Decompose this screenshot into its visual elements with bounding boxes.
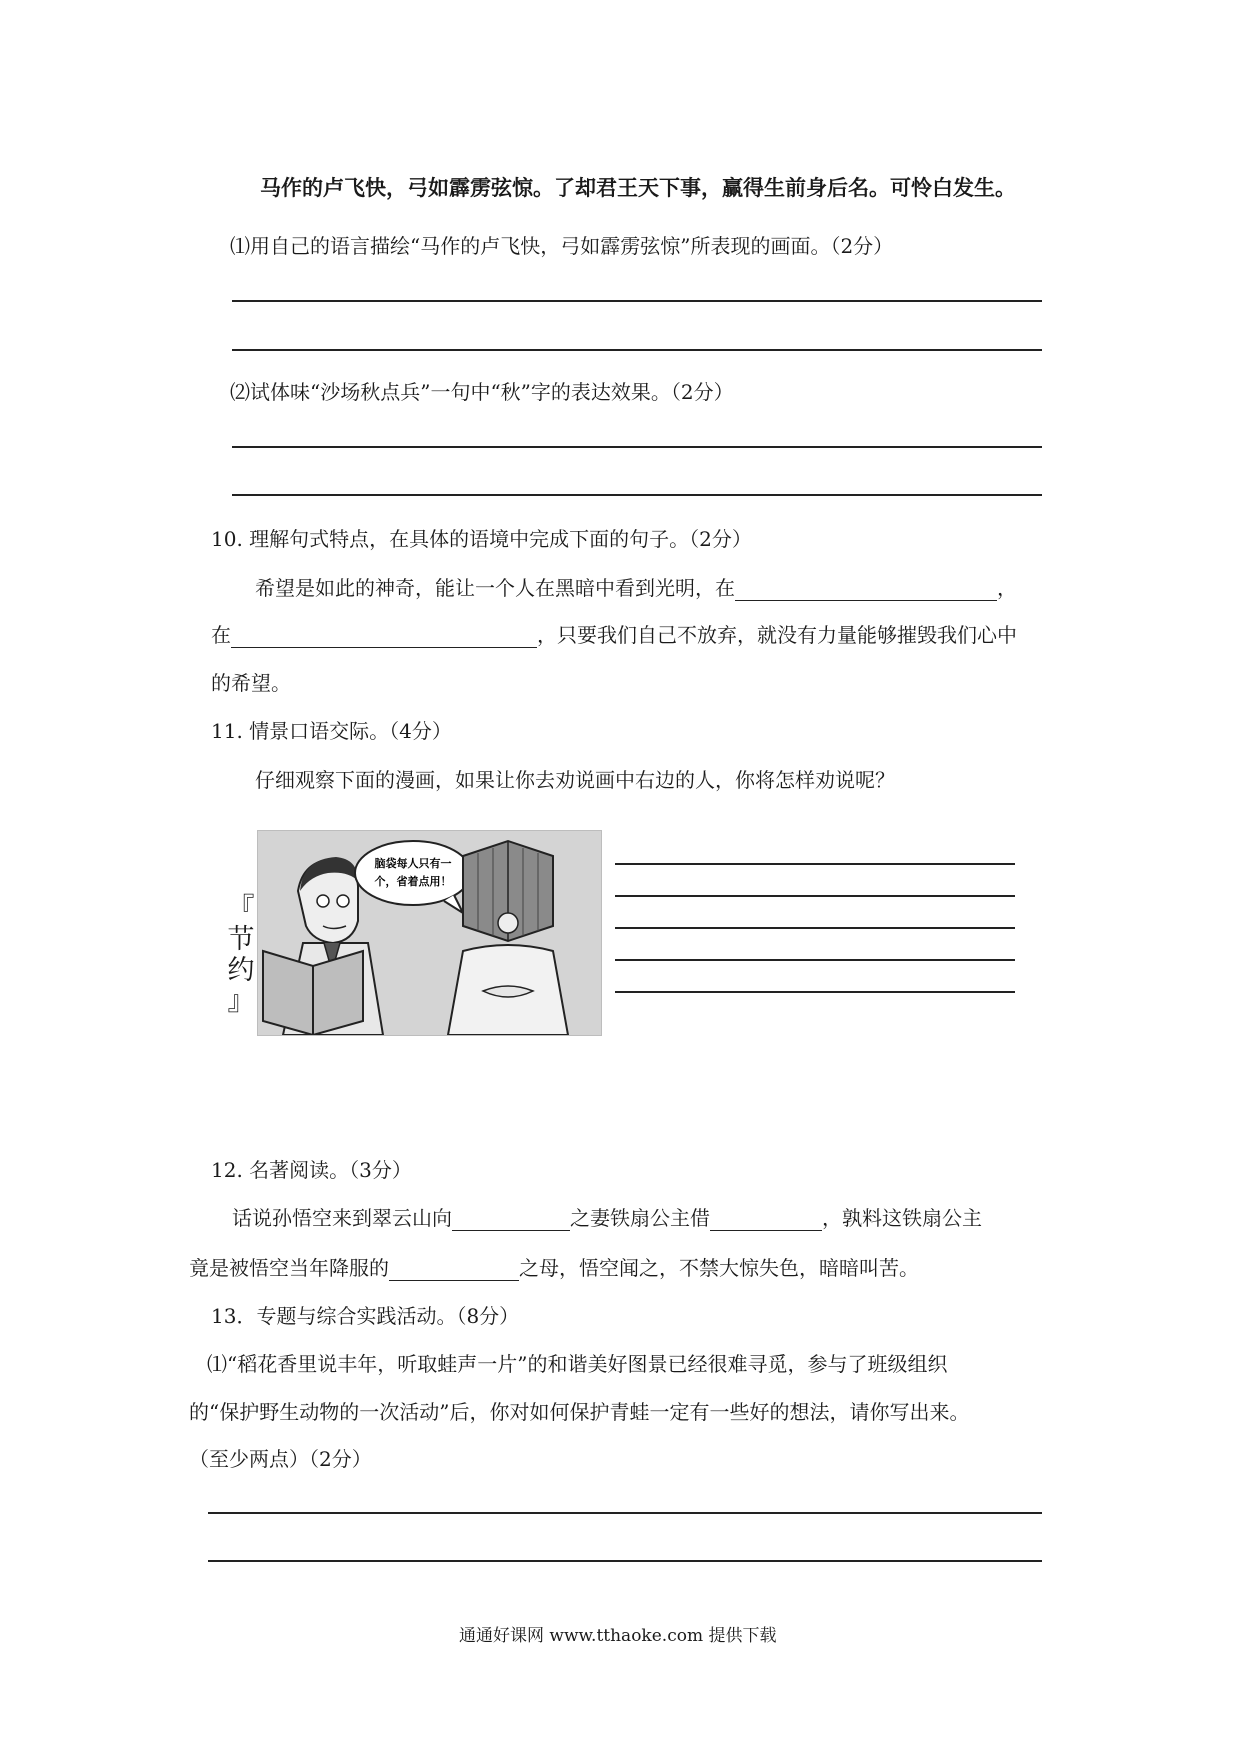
answer-line bbox=[232, 494, 1042, 496]
answer-line bbox=[615, 863, 1015, 865]
q12-line1 bbox=[232, 1202, 982, 1231]
fill-blank bbox=[735, 576, 997, 601]
q12-title: 12. 名著阅读。（3分） bbox=[211, 1158, 412, 1182]
cartoon-caption bbox=[226, 893, 256, 1017]
fill-blank bbox=[452, 1206, 570, 1231]
answer-line bbox=[615, 927, 1015, 929]
fill-blank bbox=[710, 1206, 822, 1231]
caption-char: 』 bbox=[227, 986, 255, 1017]
q12-line2 bbox=[189, 1252, 919, 1281]
q11-title: 11. 情景口语交际。（4分） bbox=[211, 719, 452, 743]
answer-line bbox=[208, 1560, 1042, 1562]
answer-line bbox=[615, 959, 1015, 961]
poem-line: 马作的卢飞快，弓如霹雳弦惊。了却君王天下事，赢得生前身后名。可怜白发生。 bbox=[260, 176, 1016, 200]
q10-line2-start: 在 bbox=[211, 623, 231, 647]
answer-line bbox=[615, 895, 1015, 897]
q12-line1-c: ，孰料这铁扇公主 bbox=[822, 1206, 982, 1230]
footer-text: 通通好课网 www.tthaoke.com 提供下载 bbox=[459, 1626, 777, 1646]
bubble-text-line2: 个，省着点用！ bbox=[374, 875, 452, 888]
q12-line1-b: 之妻铁扇公主借 bbox=[570, 1206, 710, 1230]
q10-line1-start: 希望是如此的神奇，能让一个人在黑暗中看到光明，在 bbox=[255, 576, 735, 600]
answer-line bbox=[232, 349, 1042, 351]
q9-sub1-prompt: ⑴用自己的语言描绘“马作的卢飞快，弓如霹雳弦惊”所表现的画面。（2分） bbox=[230, 234, 894, 258]
q13-sub1-line3: （至少两点）（2分） bbox=[189, 1447, 372, 1471]
q9-sub2-prompt: ⑵试体味“沙场秋点兵”一句中“秋”字的表达效果。（2分） bbox=[230, 380, 734, 404]
caption-char: 『 bbox=[227, 893, 255, 924]
caption-char: 约 bbox=[227, 955, 255, 986]
q10-title: 10. 理解句式特点，在具体的语境中完成下面的句子。（2分） bbox=[211, 527, 752, 551]
cartoon-illustration bbox=[258, 831, 601, 1035]
answer-line bbox=[208, 1512, 1042, 1514]
answer-line bbox=[615, 991, 1015, 993]
q10-line2 bbox=[211, 619, 1017, 648]
q12-line2-b: 之母，悟空闻之，不禁大惊失色，暗暗叫苦。 bbox=[519, 1256, 919, 1280]
q10-line1 bbox=[255, 572, 1017, 601]
answer-line bbox=[232, 300, 1042, 302]
q13-sub1-line1: ⑴“稻花香里说丰年，听取蛙声一片”的和谐美好图景已经很难寻觅，参与了班级组织 bbox=[207, 1352, 948, 1376]
caption-char: 节 bbox=[227, 924, 255, 955]
q13-sub1-line2: 的“保护野生动物的一次活动”后，你对如何保护青蛙一定有一些好的想法，请你写出来。 bbox=[189, 1400, 970, 1424]
bubble-text-line1: 脑袋每人只有一 bbox=[374, 857, 452, 870]
cartoon-image bbox=[257, 830, 602, 1036]
q10-line2-end: ，只要我们自己不放弃，就没有力量能够摧毁我们心中 bbox=[537, 623, 1017, 647]
q12-line2-a: 竟是被悟空当年降服的 bbox=[189, 1256, 389, 1280]
q12-line1-a: 话说孙悟空来到翠云山向 bbox=[232, 1206, 452, 1230]
q10-line3: 的希望。 bbox=[211, 671, 291, 695]
answer-line bbox=[232, 446, 1042, 448]
q13-title: 13．专题与综合实践活动。（8分） bbox=[211, 1304, 520, 1328]
q11-prompt: 仔细观察下面的漫画，如果让你去劝说画中右边的人，你将怎样劝说呢？ bbox=[255, 768, 895, 792]
fill-blank bbox=[231, 623, 537, 648]
fill-blank bbox=[389, 1256, 519, 1281]
q10-line1-end: ， bbox=[997, 576, 1017, 600]
